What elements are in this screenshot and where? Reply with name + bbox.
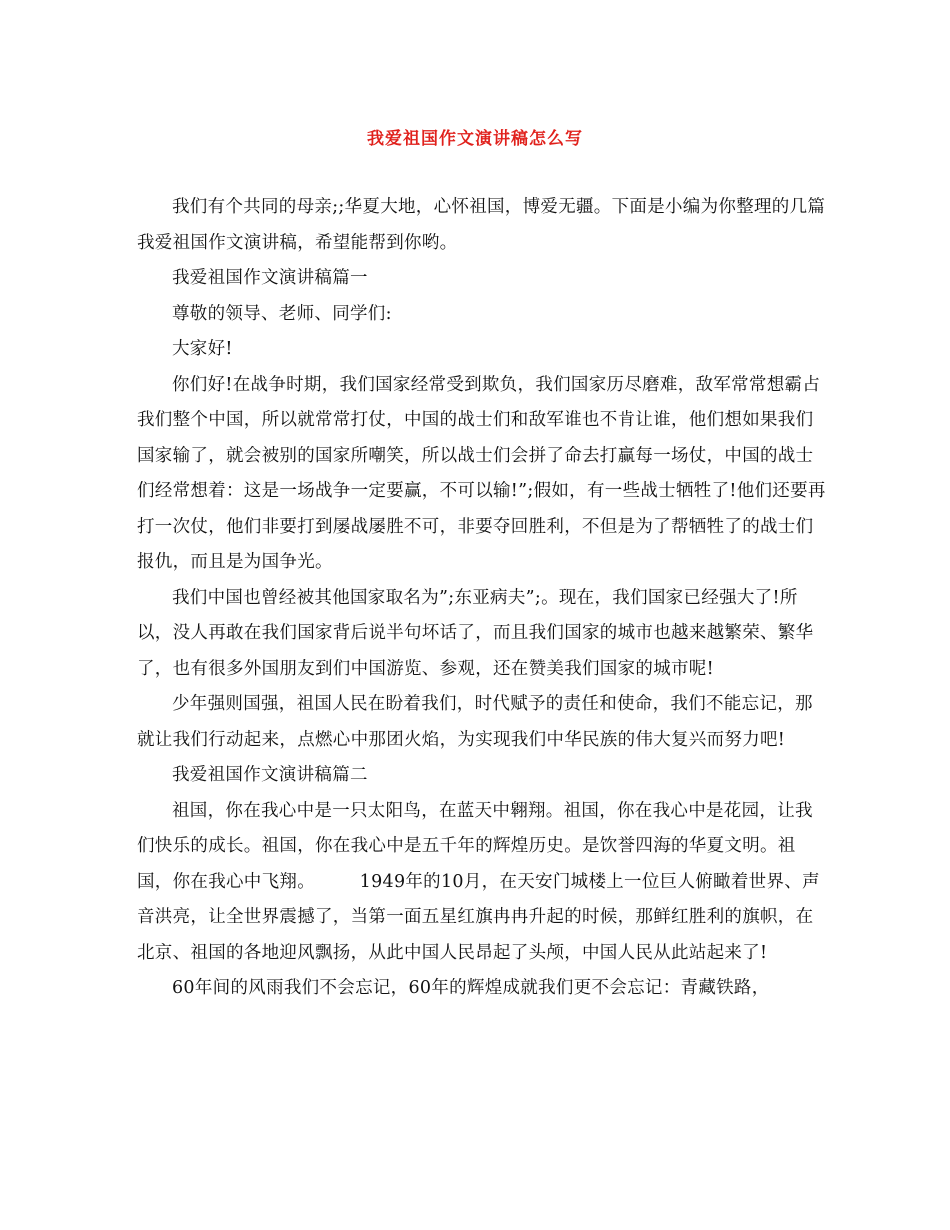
paragraph-60-years: 60年间的风雨我们不会忘记，60年的辉煌成就我们更不会忘记：青藏铁路， xyxy=(172,978,770,998)
paragraph-strong: 我们中国也曾经被其他国家取名为”;东亚病夫”;。现在，我们国家已经强大了!所以，没人再敢在我们国家背后说半句坏话了，而且我们国家的城市也越来越繁荣、繁华了，也有很多外国朋友到们中国游览、参观，还在赞美我们国家的城市呢! xyxy=(137,587,814,679)
document-body xyxy=(137,190,827,1007)
document-title: 我爱祖国作文演讲稿怎么写 xyxy=(367,129,583,149)
paragraph-motherland: 祖国，你在我心中是一只太阳鸟，在蓝天中翱翔。祖国，你在我心中是花园，让我们快乐的成长。祖国，你在我心中是五千年的辉煌历史。是饮誉四海的华夏文明。祖国，你在我心中飞翔。 1949年的10月，在天安门城楼上一位巨人俯瞰着世界、声音洪亮，让全世界震撼了，当第一面五星红旗冉冉升起的时候，那鲜红胜利的旗帜，在北京、祖国的各地迎风飘扬，从此中国人民昂起了头颅，中国人民从此站起来了! xyxy=(137,800,820,963)
paragraph-intro: 我们有个共同的母亲;;华夏大地，心怀祖国，博爱无疆。下面是小编为你整理的几篇我爱祖国作文演讲稿，希望能帮到你哟。 xyxy=(137,197,826,253)
paragraph-youth: 少年强则国强，祖国人民在盼着我们，时代赋予的责任和使命，我们不能忘记，那就让我们行动起来，点燃心中那团火焰，为实现我们中华民族的伟大复兴而努力吧! xyxy=(137,694,813,750)
section-heading-1: 我爱祖国作文演讲稿篇一 xyxy=(172,268,368,288)
paragraph-war: 你们好!在战争时期，我们国家经常受到欺负，我们国家历尽磨难，敌军常常想霸占我们整个中国，所以就常常打仗，中国的战士们和敌军谁也不肯让谁，他们想如果我们国家输了，就会被别的国家所嘲笑，所以战士们会拼了命去打赢每一场仗，中国的战士们经常想着：这是一场战争一定要赢，不可以输!”;假如，有一些战士牺牲了!他们还要再打一次仗，他们非要打到屡战屡胜不可，非要夺回胜利，不但是为了帮牺牲了的战士们报仇，而且是为国争光。 xyxy=(137,374,826,572)
greeting: 大家好! xyxy=(172,339,233,359)
salutation: 尊敬的领导、老师、同学们: xyxy=(172,303,392,324)
section-heading-2: 我爱祖国作文演讲稿篇二 xyxy=(172,765,368,785)
